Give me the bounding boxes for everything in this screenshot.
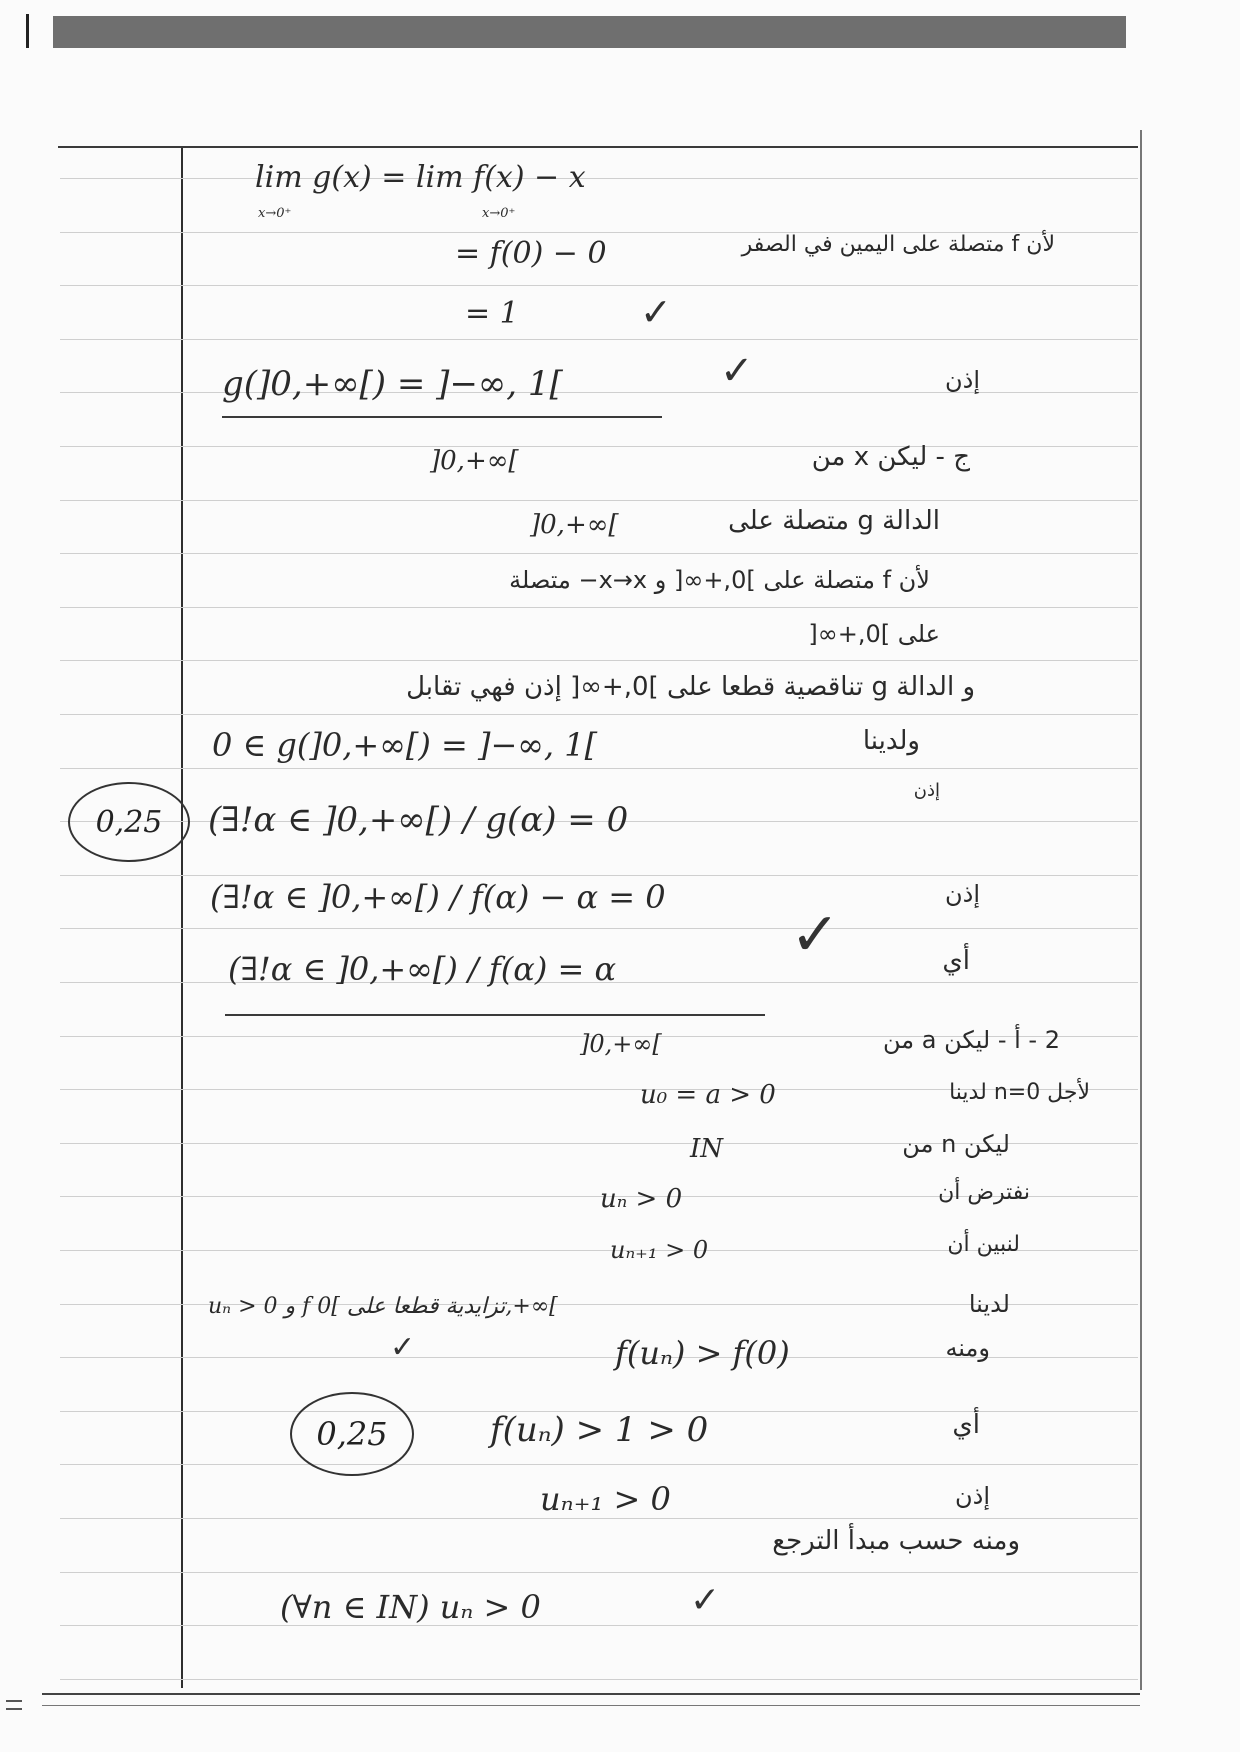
ruled-line <box>60 928 1138 929</box>
limit-result: = 1 <box>465 296 519 331</box>
scan-header-bar <box>53 16 1126 48</box>
limit-subscript-right: x→0⁺ <box>482 206 516 221</box>
ruled-line <box>60 714 1138 715</box>
ruled-line <box>60 607 1138 608</box>
part-c-heading: ج - ليكن x من <box>811 442 970 472</box>
ruled-line <box>60 875 1138 876</box>
limit-value-line: = f(0) − 0 <box>455 236 607 271</box>
check-mark: ✓ <box>720 348 754 394</box>
limit-subscript-left: x→0⁺ <box>258 206 292 221</box>
interval: ]0,+∞[ <box>430 446 519 476</box>
therefore-label: إذن <box>913 780 940 801</box>
therefore-label: إذن <box>945 366 980 394</box>
image-interval-line: g(]0,+∞[) = ]−∞, 1[ <box>222 364 563 404</box>
we-have-label: ولدينا <box>862 726 920 756</box>
fixed-point-result: (∃!α ∈ ]0,+∞[) / f(α) = α <box>228 950 617 988</box>
ruled-line <box>60 339 1138 340</box>
ruled-line <box>60 500 1138 501</box>
induction-conclusion: ومنه حسب مبدأ الترجع <box>772 1526 1020 1556</box>
check-mark: ✓ <box>690 1580 721 1621</box>
limit-line: lim g(x) = lim f(x) − x <box>255 160 586 195</box>
ruled-line <box>60 1518 1138 1519</box>
image-inequality: f(uₙ) > f(0) <box>615 1334 790 1372</box>
unique-alpha-line: (∃!α ∈ ]0,+∞[) / g(α) = 0 <box>208 800 629 840</box>
therefore-label: إذن <box>955 1482 990 1510</box>
ruled-line <box>60 1625 1138 1626</box>
sheet-top-border <box>58 146 1138 148</box>
continuity-domain: على ]0,+∞[ <box>808 620 940 648</box>
sheet-bottom-border <box>42 1693 1140 1695</box>
we-have-label: لدينا <box>968 1290 1010 1318</box>
ruled-line <box>60 768 1138 769</box>
hypothesis: uₙ > 0 <box>600 1184 683 1214</box>
monotonic-statement: uₙ > 0 و f تزايدية قطعا على ]0,+∞[ <box>208 1294 558 1319</box>
next-term-positive: uₙ₊₁ > 0 <box>540 1480 671 1518</box>
check-mark: ✓ <box>390 1330 416 1365</box>
check-mark: ✓ <box>640 290 672 334</box>
zero-in-image: 0 ∈ g(]0,+∞[) = ]−∞, 1[ <box>212 726 598 764</box>
continuity-statement: الدالة g متصلة على <box>728 506 940 536</box>
naturals-set: IN <box>690 1134 724 1164</box>
ruled-line <box>60 553 1138 554</box>
fixed-point-equation: (∃!α ∈ ]0,+∞[) / f(α) − α = 0 <box>210 878 666 916</box>
interval: ]0,+∞[ <box>580 1030 662 1058</box>
ruled-line <box>60 178 1138 179</box>
let-n-label: ليكن n من <box>902 1130 1010 1158</box>
that-is-label: أي <box>942 946 970 976</box>
continuity-reason: لأن f متصلة على اليمين في الصفر <box>741 232 1055 257</box>
sheet-right-border <box>1140 130 1142 1690</box>
continuity-justification: لأن f متصلة على ]0,+∞[ و x→x− متصلة <box>509 566 930 594</box>
scan-edge-mark <box>6 1700 22 1710</box>
part-2a-heading: 2 - أ - ليكن a من <box>883 1026 1060 1054</box>
ruled-line <box>60 1679 1138 1680</box>
ruled-line <box>60 1464 1138 1465</box>
interval: ]0,+∞[ <box>530 510 619 540</box>
check-mark: ✓ <box>790 900 841 970</box>
underline <box>225 1014 765 1016</box>
ruled-line <box>60 446 1138 447</box>
margin-line <box>181 148 183 1688</box>
show-label: لنبين أن <box>947 1232 1020 1257</box>
underline <box>222 416 662 418</box>
initial-term: u₀ = a > 0 <box>640 1080 776 1110</box>
ruled-line <box>60 1572 1138 1573</box>
hence-label: ومنه <box>945 1334 990 1362</box>
score-circle: 0,25 <box>68 782 190 862</box>
therefore-label: إذن <box>945 880 980 908</box>
base-case-label: لأجل n=0 لدينا <box>949 1080 1090 1105</box>
that-is-label: أي <box>952 1410 980 1440</box>
ruled-line <box>60 285 1138 286</box>
page-edge-mark <box>26 14 29 48</box>
goal: uₙ₊₁ > 0 <box>610 1236 709 1264</box>
sheet-bottom-border <box>42 1705 1140 1706</box>
positive-image: f(uₙ) > 1 > 0 <box>490 1410 709 1450</box>
bijection-statement: و الدالة g تناقصية قطعا على ]0,+∞[ إذن فهي تقابل <box>406 672 975 702</box>
score-circle: 0,25 <box>290 1392 414 1476</box>
assume-label: نفترض أن <box>938 1180 1030 1205</box>
ruled-line <box>60 660 1138 661</box>
final-result: (∀n ∈ IN) uₙ > 0 <box>280 1588 541 1626</box>
